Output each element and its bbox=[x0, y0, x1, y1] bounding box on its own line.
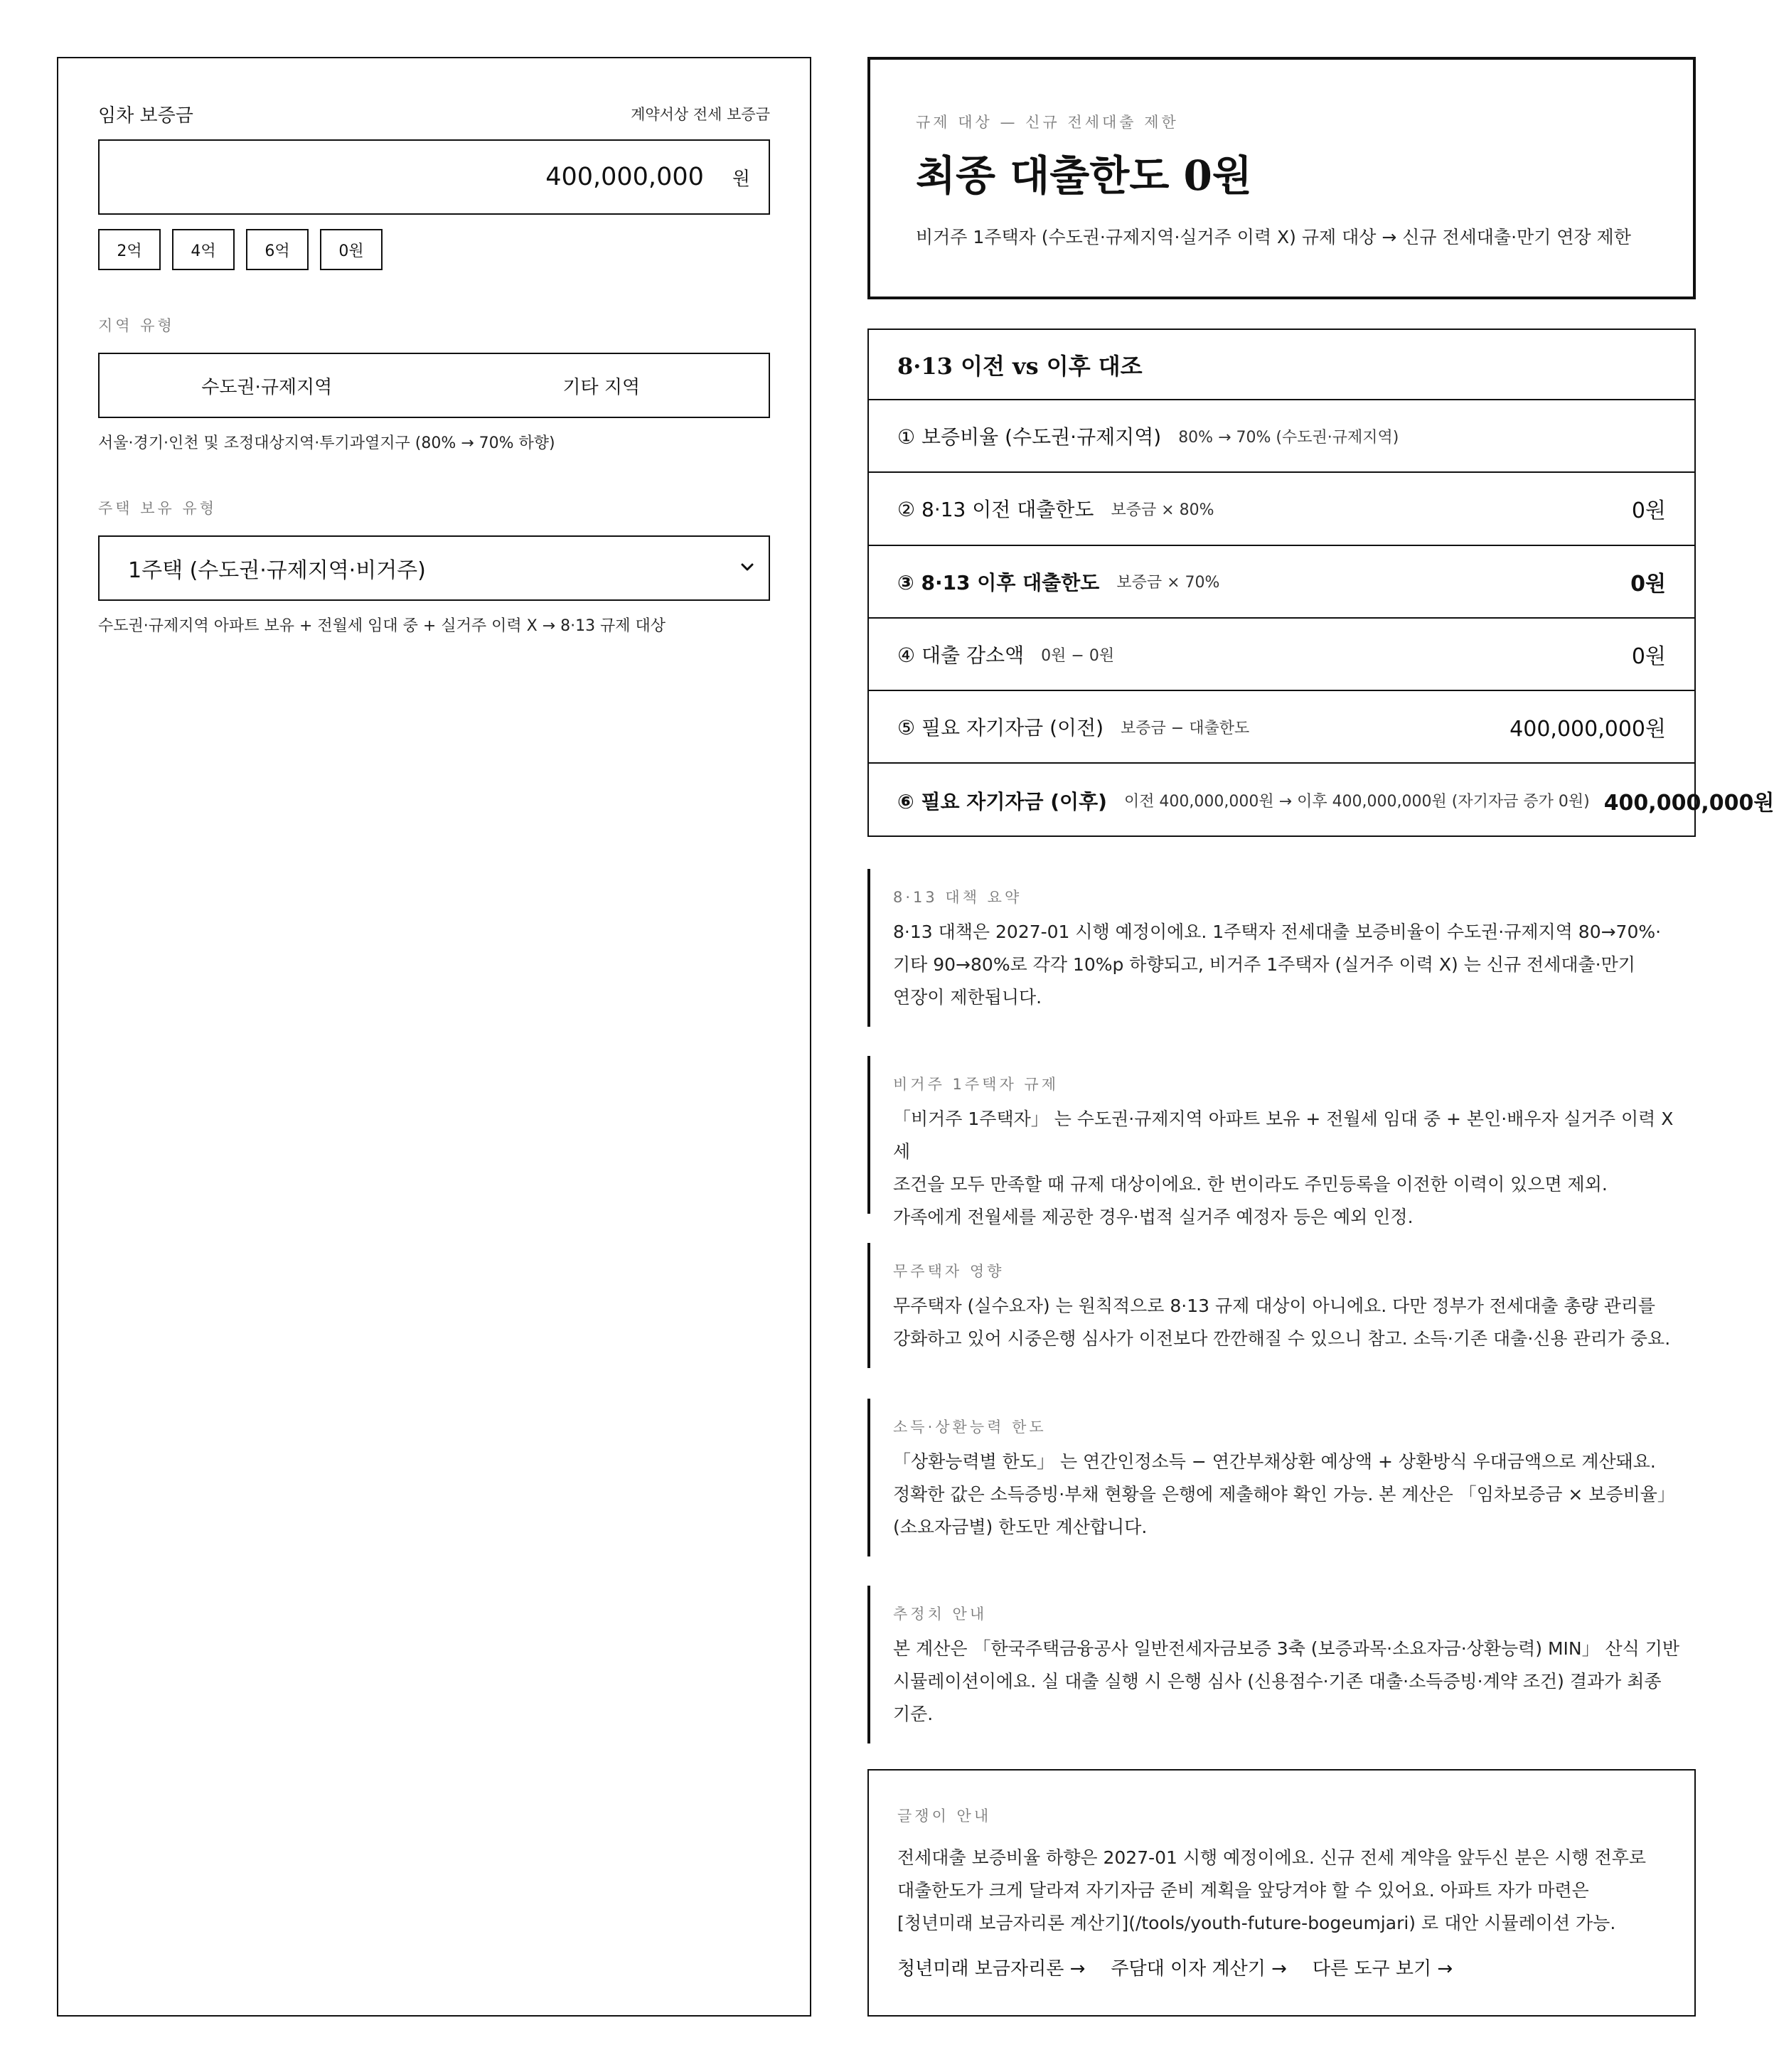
info-line: 시뮬레이션이에요. 실 대출 실행 시 은행 심사 (신용점수·기존 대출·소득증빙·계약 조건) 결과가 최종 bbox=[893, 1671, 1662, 1692]
deposit-hint: 계약서상 전세 보증금 bbox=[631, 106, 770, 123]
info-body bbox=[893, 1633, 1696, 1731]
info-block-homeless-impact bbox=[867, 1243, 1696, 1368]
region-label: 지역 유형 bbox=[98, 317, 175, 334]
table-row bbox=[869, 400, 1694, 473]
deposit-label: 임차 보증금 bbox=[98, 105, 193, 127]
table-row bbox=[869, 764, 1774, 836]
info-line: 「상환능력별 한도」 는 연간인정소득 − 연간부채상환 예상액 + 상환방식 우대금액으로 계산돼요. bbox=[893, 1451, 1656, 1472]
region-segmented-control bbox=[98, 353, 770, 418]
info-line: (소요자금별) 한도만 계산합니다. bbox=[893, 1517, 1148, 1537]
result-kicker: 규제 대상 — 신규 전세대출 제한 bbox=[916, 114, 1179, 131]
row-name: ⑤ 필요 자기자금 (이전) bbox=[897, 716, 1104, 740]
info-line: 조건을 모두 만족할 때 규제 대상이에요. 한 번이라도 주민등록을 이전한 이력이 있으면 제외. bbox=[893, 1174, 1608, 1195]
row-formula: 보증금 × 70% bbox=[1116, 574, 1220, 592]
writer-note-line: 전세대출 보증비율 하향은 2027-01 시행 예정이에요. 신규 전세 계약을 앞두신 분은 시행 전후로 bbox=[897, 1847, 1647, 1868]
row-formula: 보증금 − 대출한도 bbox=[1121, 719, 1250, 737]
info-body bbox=[893, 1290, 1696, 1355]
region-note: 서울·경기·인천 및 조정대상지역·투기과열지구 (80% → 70% 하향) bbox=[98, 434, 555, 452]
chip-0won[interactable]: 0원 bbox=[320, 229, 383, 270]
deposit-amount-value: 400,000,000 bbox=[545, 163, 704, 191]
writer-note-line: [청년미래 보금자리론 계산기](/tools/youth-future-bogeumjari) 로 대안 시뮬레이션 가능. bbox=[897, 1913, 1616, 1933]
info-line: 「비거주 1주택자」 는 수도권·규제지역 아파트 보유 + 전월세 임대 중 + 본인·배우자 실거주 이력 X 세 bbox=[893, 1109, 1674, 1162]
writer-note-line: 대출한도가 크게 달라져 자기자금 준비 계획을 앞당겨야 할 수 있어요. 아파트 자가 마련은 bbox=[897, 1880, 1589, 1901]
info-line: 강화하고 있어 시중은행 심사가 이전보다 깐깐해질 수 있으니 참고. 소득·기존 대출·신용 관리가 중요. bbox=[893, 1328, 1671, 1349]
table-row bbox=[869, 473, 1694, 545]
result-description: 비거주 1주택자 (수도권·규제지역·실거주 이력 X) 규제 대상 → 신규 전세대출·만기 연장 제한 bbox=[916, 227, 1631, 247]
chip-2eok[interactable]: 2억 bbox=[98, 229, 161, 270]
link-youth-bogeumjari[interactable]: 청년미래 보금자리론 → bbox=[897, 1958, 1086, 1980]
info-body bbox=[893, 1103, 1696, 1234]
result-summary bbox=[867, 57, 1696, 299]
info-block-estimate-notice bbox=[867, 1586, 1696, 1743]
info-body bbox=[893, 1446, 1696, 1544]
row-value: 0원 bbox=[1630, 571, 1666, 597]
info-line: 8·13 대책은 2027-01 시행 예정이에요. 1주택자 전세대출 보증비율이 수도권·규제지역 80→70%· bbox=[893, 922, 1662, 942]
info-line: 기준. bbox=[893, 1704, 934, 1724]
info-line: 기타 90→80%로 각각 10%p 하향되고, 비거주 1주택자 (실거주 이력 X) 는 신규 전세대출·만기 bbox=[893, 954, 1635, 975]
table-row bbox=[869, 546, 1694, 619]
row-name: ⑥ 필요 자기자금 (이후) bbox=[897, 789, 1107, 813]
info-line: 정확한 값은 소득증빙·부채 현황을 은행에 제출해야 확인 가능. 본 계산은 「임차보증금 × 보증비율」 bbox=[893, 1484, 1675, 1505]
info-block-813-summary bbox=[867, 869, 1696, 1027]
link-mortgage-interest-calculator[interactable]: 주담대 이자 계산기 → bbox=[1111, 1958, 1287, 1980]
writer-note-links bbox=[897, 1954, 1666, 1980]
row-formula: 0원 − 0원 bbox=[1041, 646, 1115, 665]
housing-type-selected: 1주택 (수도권·규제지역·비거주) bbox=[128, 558, 426, 583]
row-value: 400,000,000원 bbox=[1509, 717, 1666, 742]
result-title: 최종 대출한도 0원 bbox=[916, 151, 1252, 200]
row-formula: 이전 400,000,000원 → 이후 400,000,000원 (자기자금 증가 0원) bbox=[1123, 793, 1590, 811]
table-row bbox=[869, 691, 1694, 764]
chip-6eok[interactable]: 6억 bbox=[246, 229, 309, 270]
chip-4eok[interactable]: 4억 bbox=[172, 229, 235, 270]
region-option-capital[interactable]: 수도권·규제지역 bbox=[201, 376, 333, 398]
info-title: 무주택자 영향 bbox=[893, 1263, 1005, 1280]
deposit-quick-chips bbox=[98, 229, 770, 270]
row-value: 0원 bbox=[1631, 644, 1666, 670]
row-name: ② 8·13 이전 대출한도 bbox=[897, 498, 1094, 522]
row-value: 0원 bbox=[1631, 498, 1666, 524]
info-title: 소득·상환능력 한도 bbox=[893, 1419, 1047, 1436]
writer-note bbox=[867, 1769, 1696, 2017]
info-line: 가족에게 전월세를 제공한 경우·법적 실거주 예정자 등은 예외 인정. bbox=[893, 1207, 1414, 1227]
writer-note-title: 글쟁이 안내 bbox=[897, 1807, 992, 1825]
comparison-title: 8·13 이전 vs 이후 대조 bbox=[869, 330, 1694, 400]
row-name: ③ 8·13 이후 대출한도 bbox=[897, 570, 1100, 594]
chevron-down-icon bbox=[739, 558, 756, 578]
row-name: ④ 대출 감소액 bbox=[897, 644, 1025, 668]
deposit-amount-unit: 원 bbox=[732, 168, 750, 190]
housing-type-select[interactable] bbox=[98, 535, 770, 601]
deposit-amount-input[interactable] bbox=[98, 139, 770, 215]
info-block-nonresident-rule bbox=[867, 1056, 1696, 1227]
housing-note: 수도권·규제지역 아파트 보유 + 전월세 임대 중 + 실거주 이력 X → 8·13 규제 대상 bbox=[98, 617, 666, 635]
row-formula: 80% → 70% (수도권·규제지역) bbox=[1178, 428, 1399, 447]
deposit-field-header bbox=[98, 98, 770, 129]
row-formula: 보증금 × 80% bbox=[1111, 501, 1214, 519]
row-name: ① 보증비율 (수도권·규제지역) bbox=[897, 425, 1162, 449]
region-option-other[interactable]: 기타 지역 bbox=[562, 376, 641, 398]
info-title: 비거주 1주택자 규제 bbox=[893, 1076, 1059, 1093]
info-body bbox=[893, 916, 1696, 1014]
input-panel bbox=[57, 57, 811, 2017]
comparison-table bbox=[867, 329, 1774, 837]
info-line: 본 계산은 「한국주택금융공사 일반전세자금보증 3축 (보증과목·소요자금·상환능력) MIN」 산식 기반 bbox=[893, 1638, 1680, 1659]
row-value: 400,000,000원 bbox=[1603, 790, 1774, 816]
housing-label: 주택 보유 유형 bbox=[98, 500, 218, 517]
info-title: 추정치 안내 bbox=[893, 1606, 988, 1623]
link-other-tools[interactable]: 다른 도구 보기 → bbox=[1312, 1958, 1453, 1980]
info-line: 무주택자 (실수요자) 는 원칙적으로 8·13 규제 대상이 아니에요. 다만 정부가 전세대출 총량 관리를 bbox=[893, 1296, 1656, 1316]
writer-note-body bbox=[897, 1842, 1666, 1940]
info-line: 연장이 제한됩니다. bbox=[893, 987, 1042, 1008]
table-row bbox=[869, 619, 1694, 691]
info-title: 8·13 대책 요약 bbox=[893, 889, 1022, 906]
info-block-repayment-limit bbox=[867, 1399, 1696, 1556]
